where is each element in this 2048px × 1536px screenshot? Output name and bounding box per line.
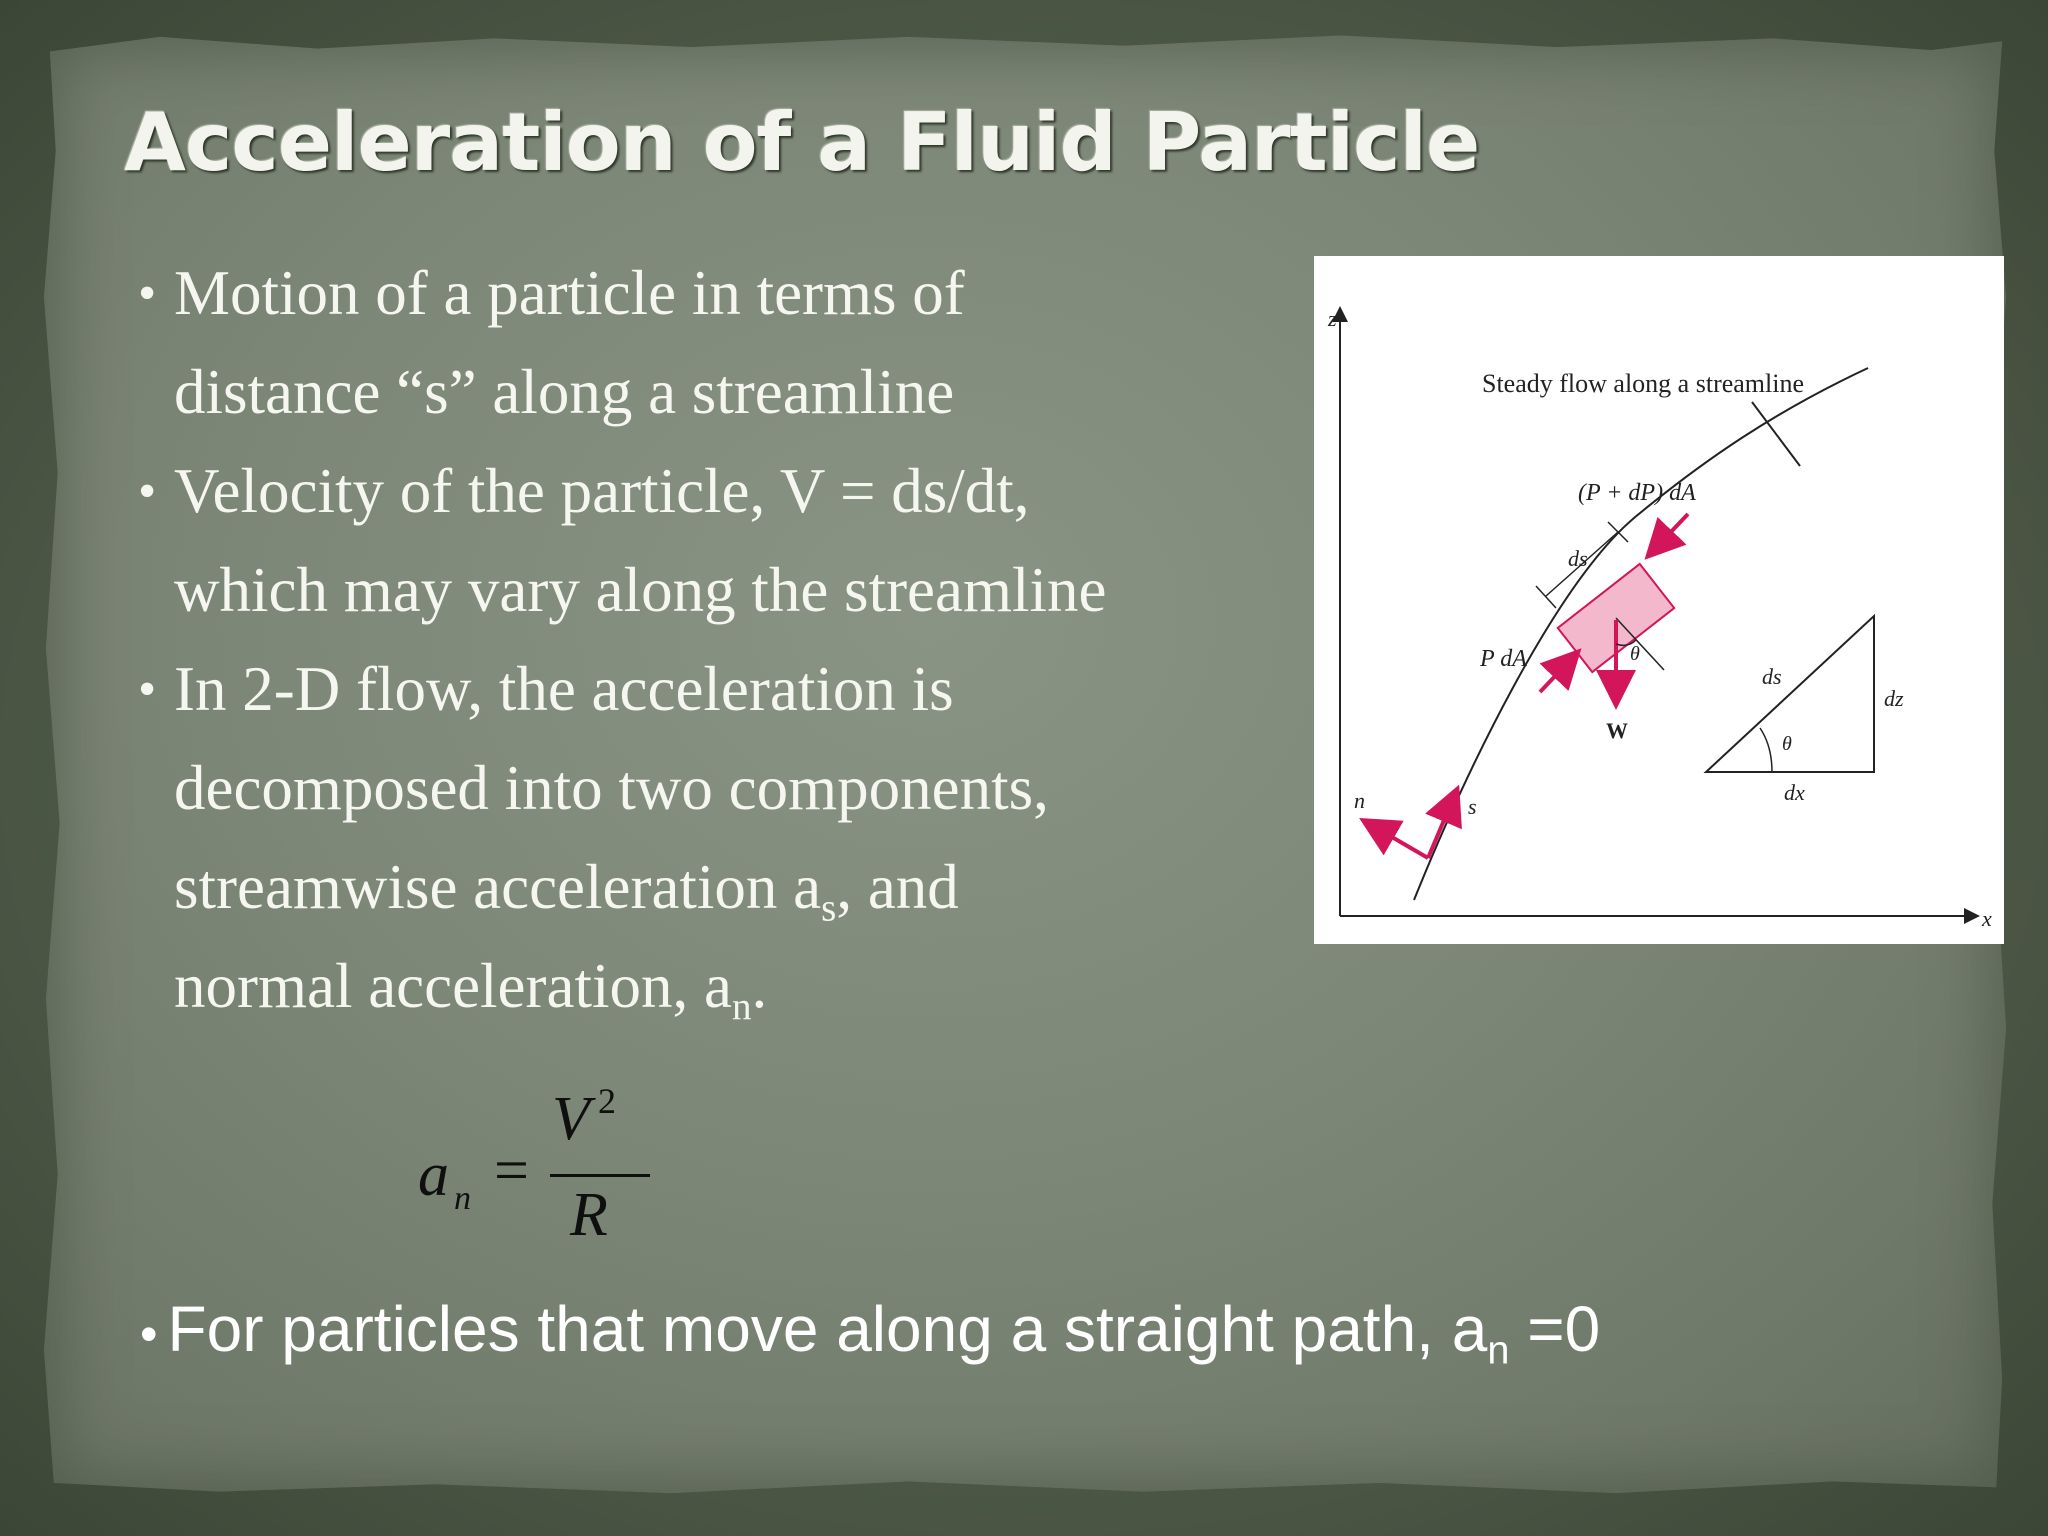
bullet-dot: • [140,1306,158,1362]
bullet-dot: • [138,661,157,718]
text: streamwise acceleration a [174,852,822,922]
ds-element-label: ds [1568,546,1588,571]
caption-leader [1752,402,1800,466]
triangle-theta-label: θ [1782,733,1792,755]
weight-label: W [1606,718,1628,743]
text: For particles that move along a straight path, a [167,1293,1488,1365]
fraction-bar [550,1174,650,1177]
bullet-line: Velocity of the particle, V = ds/dt, [174,456,1030,526]
bullet-motion [138,244,1278,442]
pressure-bottom-label: P dA [1480,646,1527,672]
subscript: n [1487,1328,1510,1373]
triangle-ds-label: ds [1762,664,1782,689]
formula-denominator: R [570,1181,608,1249]
subscript: s [821,886,837,930]
bullet-velocity [138,442,1278,640]
bullet-list [138,244,1278,1036]
subscript: n [731,985,752,1029]
streamline-diagram [1314,256,2004,944]
normal-label: n [1354,788,1365,813]
bullet-dot: • [138,463,157,520]
bullet-line: decomposed into two components, [174,753,1049,823]
element-theta-label: θ [1630,643,1640,665]
formula-lhs: a [418,1141,449,1209]
pressure-top-label: (P + dP) dA [1578,480,1696,506]
bullet-line: distance “s” along a streamline [174,357,955,427]
bullet-straight-path [140,1292,1601,1373]
bullet-line: Motion of a particle in terms of [174,258,965,328]
z-axis-label: z [1328,306,1337,331]
bullet-line: which may vary along the streamline [174,555,1107,625]
formula-numerator: V [552,1085,590,1153]
normal-arrow [1366,822,1428,858]
formula-power: 2 [598,1081,616,1121]
bullet-line-streamwise [174,838,1278,937]
formula-lhs-subscript: n [454,1180,471,1217]
streamline-figure [1314,256,2004,944]
text: , and [836,852,959,922]
triangle-dx-label: dx [1784,780,1805,805]
slide-title: Acceleration of a Fluid Particle [124,96,1480,189]
bullet-acceleration [138,640,1278,1036]
bullet-line-normal [174,937,1278,1036]
triangle-dz-label: dz [1884,686,1904,711]
bullet-line: In 2-D flow, the acceleration is [174,654,954,724]
streamwise-arrow [1428,792,1456,858]
text: . [751,951,768,1021]
formula-equals: = [494,1137,529,1205]
pressure-top-arrow [1650,514,1688,554]
text: normal acceleration, a [174,951,732,1021]
normal-acceleration-formula [418,1081,658,1258]
pressure-bottom-arrow [1540,654,1576,692]
text: =0 [1509,1293,1601,1365]
streamwise-label: s [1468,794,1477,819]
bullet-dot: • [138,265,157,322]
triangle-theta-arc [1760,728,1772,772]
streamline-caption: Steady flow along a streamline [1482,369,1805,398]
x-axis-label: x [1982,906,1992,931]
